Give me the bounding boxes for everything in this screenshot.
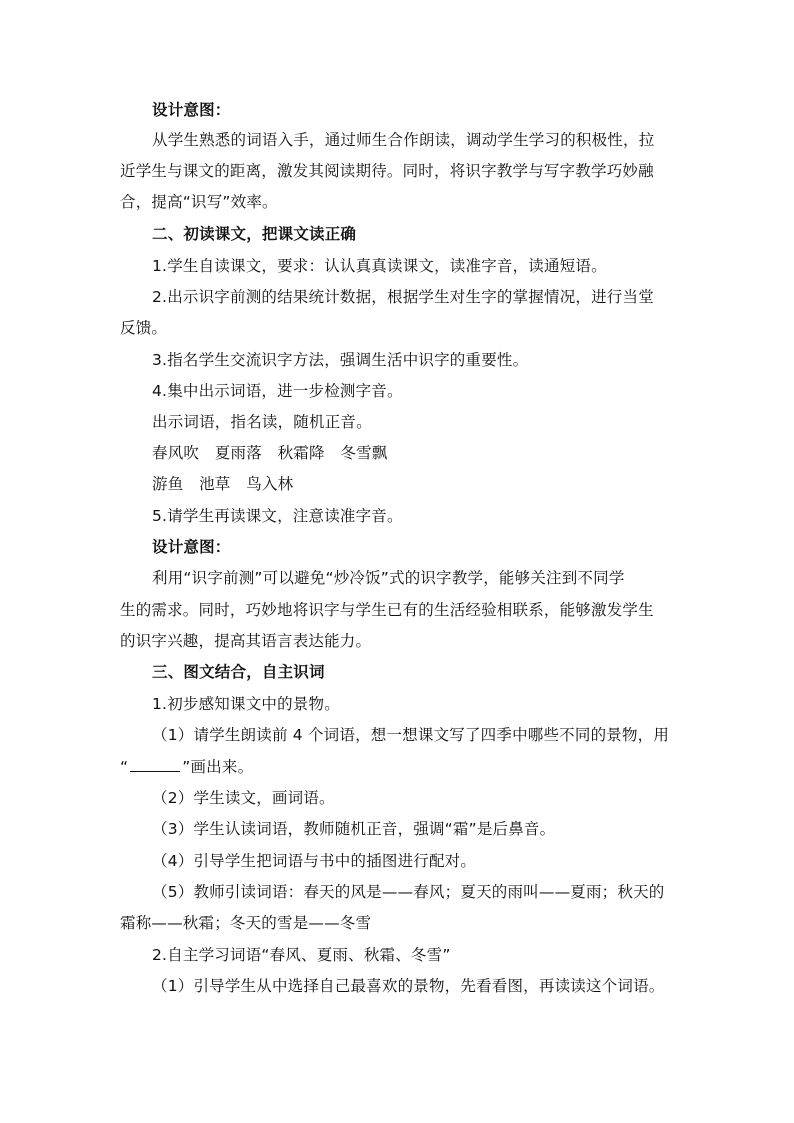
underline-blank [130, 757, 180, 772]
section-heading: 二、初读课文，把课文读正确 [152, 225, 357, 243]
sub-item: （1）请学生朗读前 4 个词语，想一想课文写了四季中哪些不同的景物，用 [152, 726, 670, 744]
paragraph-line: 利用“识字前测”可以避免“炒冷饭”式的识字教学，能够关注到不同学 [152, 569, 625, 587]
paragraph-line: 从学生熟悉的词语入手，通过师生合作朗读，调动学生学习的积极性，拉 [152, 131, 655, 149]
list-item: 4.集中出示词语，进一步检测字音。 [152, 382, 403, 400]
list-item: 2.出示识字前测的结果统计数据，根据学生对生字的掌握情况，进行当堂 [152, 288, 654, 306]
sub-item: （4）引导学生把词语与书中的插图进行配对。 [152, 852, 477, 870]
list-item: 5.请学生再读课文，注意读准字音。 [152, 507, 403, 525]
word-row: 游鱼 池草 鸟入林 [152, 475, 294, 493]
sub-item: （3）学生认读词语，教师随机正音，强调“霜”是后鼻音。 [152, 820, 556, 838]
paragraph-line: 合，提高“识写”效率。 [120, 193, 278, 211]
design-intent-heading: 设计意图： [152, 538, 231, 556]
paragraph-line: 的识字兴趣，提高其语言表达能力。 [120, 632, 372, 650]
paragraph-line: 近学生与课文的距离，激发其阅读期待。同时，将识字教学与写字教学巧妙融 [120, 162, 654, 180]
sub-item: （2）学生读文，画词语。 [152, 789, 335, 807]
sub-item: （1）引导学生从中选择自己最喜欢的景物，先看看图，再读读这个词语。 [152, 977, 665, 995]
list-item: 1.学生自读课文，要求：认认真真读课文，读准字音，读通短语。 [152, 257, 607, 275]
list-item: 1.初步感知课文中的景物。 [152, 695, 340, 713]
section-heading: 三、图文结合，自主识词 [152, 663, 325, 681]
word-row: 春风吹 夏雨落 秋霜降 冬雪飘 [152, 444, 388, 462]
quote-close-text: ”画出来。 [182, 758, 254, 776]
design-intent-heading: 设计意图： [152, 101, 231, 119]
list-item: 3.指名学生交流识字方法，强调生活中识字的重要性。 [152, 351, 529, 369]
sub-item-continuation: 霜称——秋霜；冬天的雪是——冬雪 [120, 914, 372, 932]
quote-open: “ [120, 758, 129, 776]
paragraph-line: 出示词语，指名读，随机正音。 [152, 413, 372, 431]
sub-item: （5）教师引读词语：春天的风是——春风；夏天的雨叫——夏雨；秋天的 [152, 883, 665, 901]
list-item-continuation: 反馈。 [120, 319, 168, 337]
list-item: 2.自主学习词语“春风、夏雨、秋霜、冬雪” [152, 946, 451, 964]
sub-item-continuation [120, 756, 680, 778]
paragraph-line: 生的需求。同时，巧妙地将识字与学生已有的生活经验相联系，能够激发学生 [120, 601, 654, 619]
